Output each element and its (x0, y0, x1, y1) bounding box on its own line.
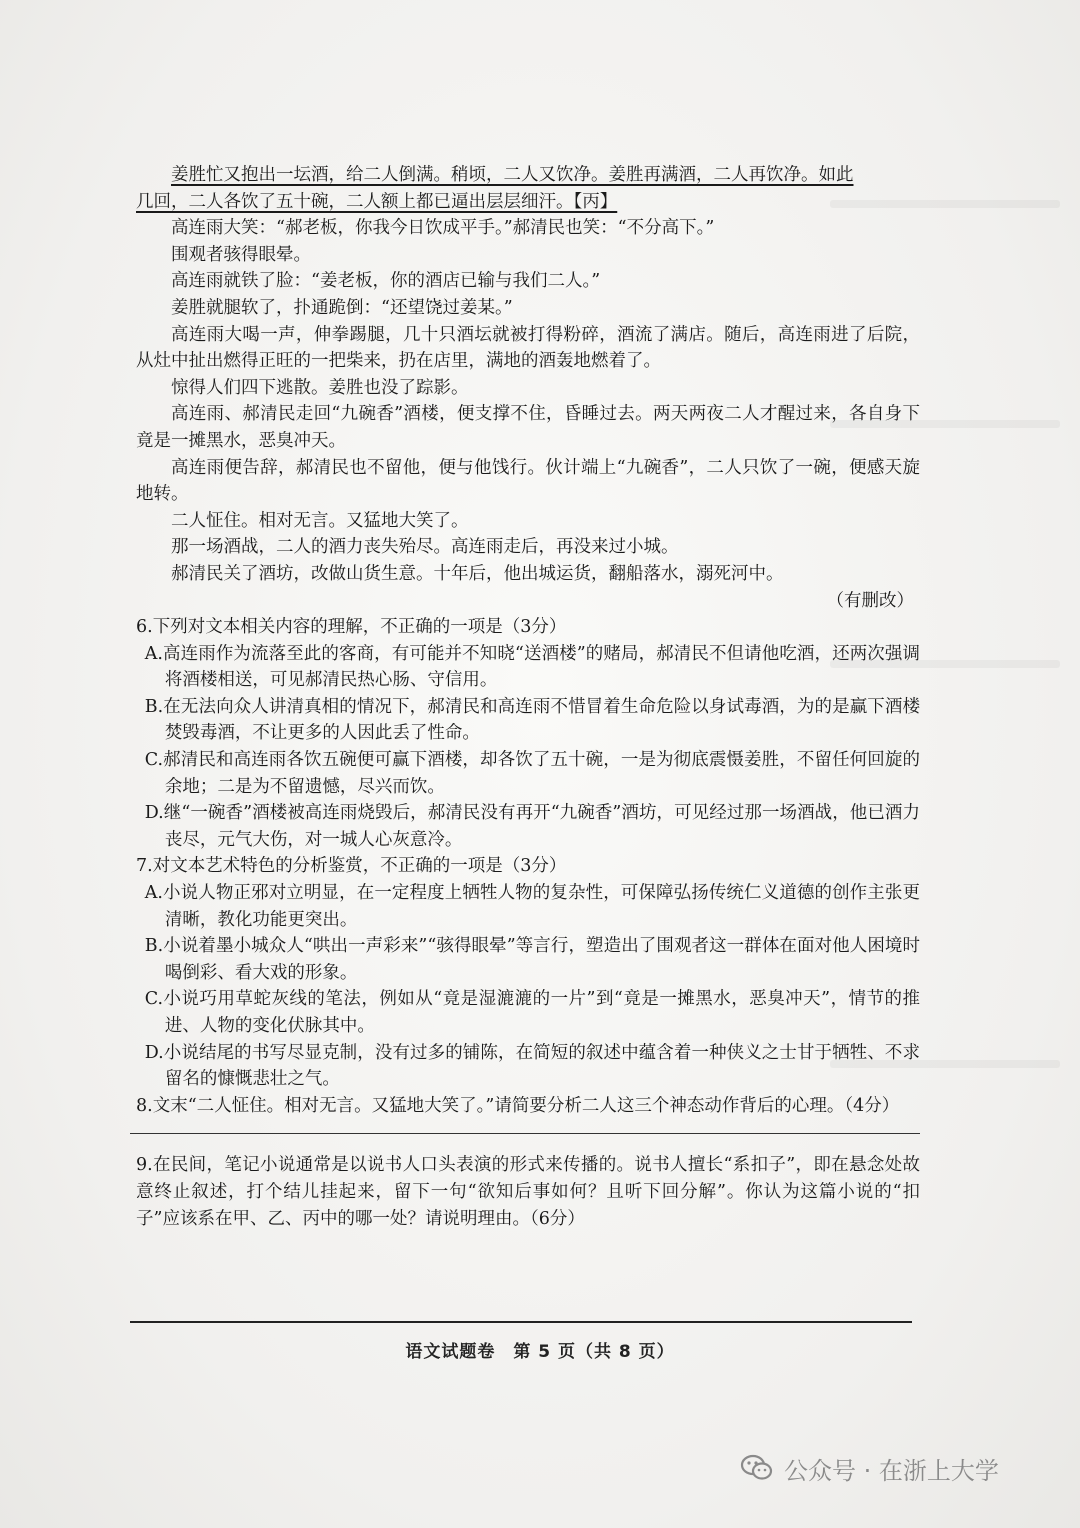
page-content (136, 162, 920, 1232)
answer-area-divider (130, 1133, 920, 1134)
passage-paragraph: 那一场酒战，二人的酒力丧失殆尽。高连雨走后，再没来过小城。 (171, 537, 679, 558)
passage-paragraph: 高连雨、郝清民走回“九碗香”酒楼，便支撑不住，昏睡过去。两天两夜二人才醒过来，各自身下竟是一摊黑水，恶臭冲天。 (136, 404, 920, 451)
passage-paragraph: 惊得人们四下逃散。姜胜也没了踪影。 (171, 377, 469, 398)
question-6-option-d: D.继“一碗香”酒楼被高连雨烧毁后，郝清民没有再开“九碗香”酒坊，可见经过那一场酒战，他已酒力丧尽，元气大伤，对一城人心灰意冷。 (144, 803, 920, 850)
passage-paragraph: 高连雨就铁了脸：“姜老板，你的酒店已输与我们二人。” (171, 271, 601, 292)
watermark (740, 1448, 999, 1488)
passage-paragraph: 高连雨大笑：“郝老板，你我今日饮成平手。”郝清民也笑：“不分高下。” (171, 218, 715, 239)
question-8-stem: 8.文末“二人怔住。相对无言。又猛地大笑了。”请简要分析二人这三个神态动作背后的心理。（4分） (136, 1095, 900, 1116)
underlined-passage-line-2: 几回，二人各饮了五十碗，二人额上都已逼出层层细汗。【丙】 (136, 191, 618, 212)
question-7-stem: 7.对文本艺术特色的分析鉴赏，不正确的一项是（3分） (136, 856, 567, 877)
question-6-option-a: A.高连雨作为流落至此的客商，有可能并不知晓“送酒楼”的赌局，郝清民不但请他吃酒，还两次强调将酒楼相送，可见郝清民热心肠、守信用。 (144, 643, 920, 691)
question-9-stem: 9.在民间，笔记小说通常是以说书人口头表演的形式来传播的。说书人擅长“系扣子”，即在悬念处故意终止叙述，打个结儿挂起来，留下一句“欲知后事如何？且听下回分解”。你认为这篇小说的“扣子”应该系在甲、乙、丙中的哪一处？请说明理由。（6分） (136, 1155, 920, 1229)
question-6-option-c: C.郝清民和高连雨各饮五碗便可赢下酒楼，却各饮了五十碗，一是为彻底震慑姜胜，不留任何回旋的余地；二是为不留遗憾，尽兴而饮。 (144, 750, 920, 797)
question-7-option-b: B.小说着墨小城众人“哄出一声彩来”“骇得眼晕”等言行，塑造出了围观者这一群体在面对他人困境时喝倒彩、看大戏的形象。 (144, 936, 920, 983)
question-6-stem: 6.下列对文本相关内容的理解，不正确的一项是（3分） (136, 617, 567, 638)
question-7-option-d: D.小说结尾的书写尽显克制，没有过多的铺陈，在简短的叙述中蕴含着一种侠义之士甘于牺牲、不求留名的慷慨悲壮之气。 (144, 1042, 920, 1090)
passage-paragraph: 二人怔住。相对无言。又猛地大笑了。 (171, 510, 469, 531)
passage-paragraph: 高连雨便告辞，郝清民也不留他，便与他饯行。伙计端上“九碗香”，二人只饮了一碗，便感天旋地转。 (136, 457, 920, 505)
passage-paragraph: 高连雨大喝一声，伸拳踢腿，几十只酒坛就被打得粉碎，酒流了满店。随后，高连雨进了后院，从灶中扯出燃得正旺的一把柴来，扔在店里，满地的酒轰地燃着了。 (136, 324, 920, 372)
passage-paragraph: 姜胜就腿软了，扑通跪倒：“还望饶过姜某。” (171, 297, 513, 318)
question-7-option-c: C.小说巧用草蛇灰线的笔法，例如从“竟是湿漉漉的一片”到“竟是一摊黑水，恶臭冲天”，情节的推进、人物的变化伏脉其中。 (144, 989, 920, 1036)
passage-paragraph: 郝清民关了酒坊，改做山货生意。十年后，他出城运货，翻船落水，溺死河中。 (171, 563, 784, 584)
edit-note: （有删改） (826, 590, 914, 611)
watermark-text: 公众号 · 在浙上大学 (784, 1456, 999, 1485)
passage-paragraph: 围观者骇得眼晕。 (171, 244, 311, 265)
question-7-option-a: A.小说人物正邪对立明显，在一定程度上牺牲人物的复杂性，可保障弘扬传统仁义道德的创作主张更清晰，教化功能更突出。 (144, 883, 920, 930)
footer-divider (130, 1321, 912, 1323)
page-footer: 语文试题卷 第 5 页（共 8 页） (405, 1342, 675, 1362)
question-6-option-b: B.在无法向众人讲清真相的情况下，郝清民和高连雨不惜冒着生命危险以身试毒酒，为的是赢下酒楼焚毁毒酒，不让更多的人因此丢了性命。 (144, 696, 920, 744)
wechat-icon (740, 1451, 774, 1485)
underlined-passage-line-1: 姜胜忙又抱出一坛酒，给二人倒满。稍顷，二人又饮净。姜胜再满酒，二人再饮净。如此 (171, 165, 854, 185)
